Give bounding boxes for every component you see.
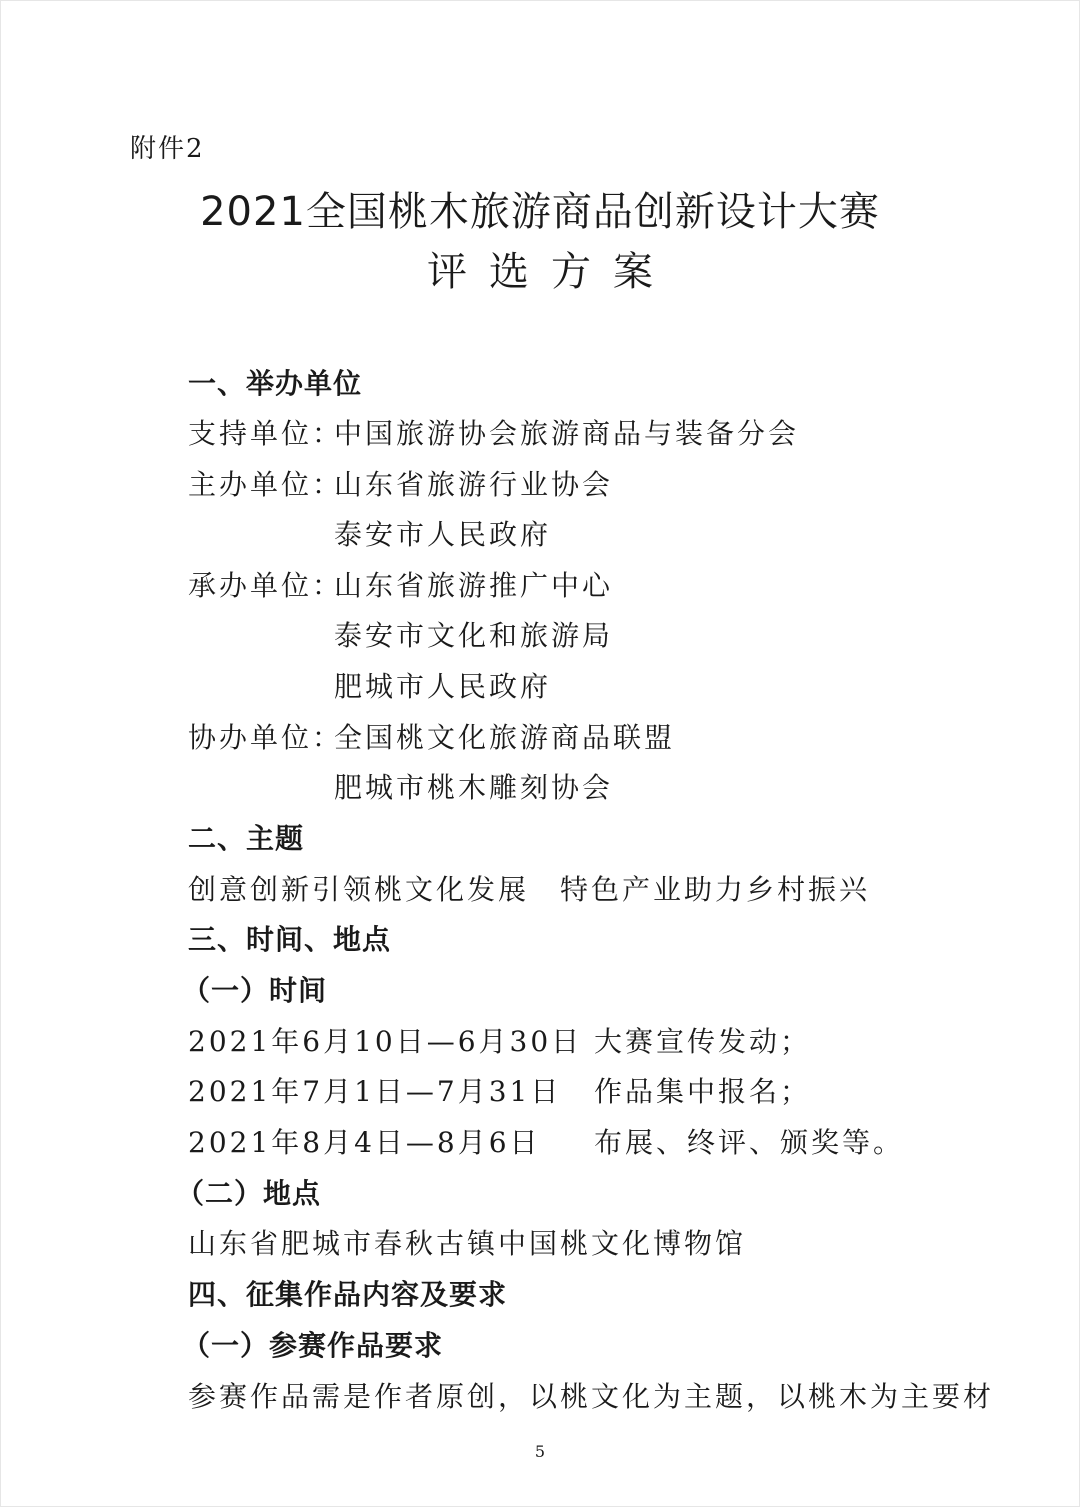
schedule-date-3: 2021年8月4日—8月6日	[188, 1126, 541, 1159]
requirements-subheading: （一）参赛作品要求	[182, 1329, 444, 1362]
section-1-heading: 一、举办单位	[188, 367, 363, 400]
organizer-row	[188, 564, 613, 604]
organizer-value-2: 泰安市文化和旅游局	[334, 619, 614, 652]
schedule-row-3	[188, 1121, 904, 1161]
host-label: 主办单位：	[188, 468, 344, 501]
place-subheading: （二）地点	[176, 1177, 322, 1210]
co-organizer-row	[188, 716, 675, 756]
section-4-heading: 四、征集作品内容及要求	[188, 1278, 508, 1311]
document-title: 2021全国桃木旅游商品创新设计大赛	[200, 189, 880, 235]
organizer-value-1: 山东省旅游推广中心	[334, 569, 614, 602]
schedule-date-2: 2021年7月1日—7月31日	[188, 1075, 562, 1108]
co-organizer-value-2: 肥城市桃木雕刻协会	[334, 771, 614, 804]
schedule-event-2: 作品集中报名；	[594, 1075, 812, 1108]
support-label: 支持单位：	[188, 417, 344, 450]
host-value-2: 泰安市人民政府	[334, 518, 552, 551]
document-subtitle: 评选方案	[427, 249, 675, 295]
support-value: 中国旅游协会旅游商品与装备分会	[334, 417, 800, 450]
page-number: 5	[534, 1442, 546, 1461]
requirements-text: 参赛作品需是作者原创，以桃文化为主题，以桃木为主要材	[188, 1380, 995, 1413]
section-2-heading: 二、主题	[188, 822, 305, 855]
organizer-value-3: 肥城市人民政府	[334, 670, 552, 703]
host-row	[188, 463, 613, 503]
schedule-event-3: 布展、终评、颁奖等。	[594, 1126, 905, 1159]
theme-text: 创意创新引领桃文化发展 特色产业助力乡村振兴	[188, 873, 871, 906]
time-subheading: （一）时间	[182, 974, 328, 1007]
schedule-row-2	[188, 1070, 811, 1110]
schedule-date-1: 2021年6月10日—6月30日	[188, 1025, 583, 1058]
support-row	[188, 412, 799, 452]
schedule-event-1: 大赛宣传发动；	[594, 1025, 812, 1058]
schedule-row-1	[188, 1020, 811, 1060]
co-organizer-label: 协办单位：	[188, 721, 344, 754]
co-organizer-value-1: 全国桃文化旅游商品联盟	[334, 721, 676, 754]
section-3-heading: 三、时间、地点	[188, 923, 392, 956]
host-value-1: 山东省旅游行业协会	[334, 468, 614, 501]
place-text: 山东省肥城市春秋古镇中国桃文化博物馆	[188, 1227, 747, 1260]
organizer-label: 承办单位：	[188, 569, 344, 602]
attachment-label: 附件2	[130, 134, 205, 164]
